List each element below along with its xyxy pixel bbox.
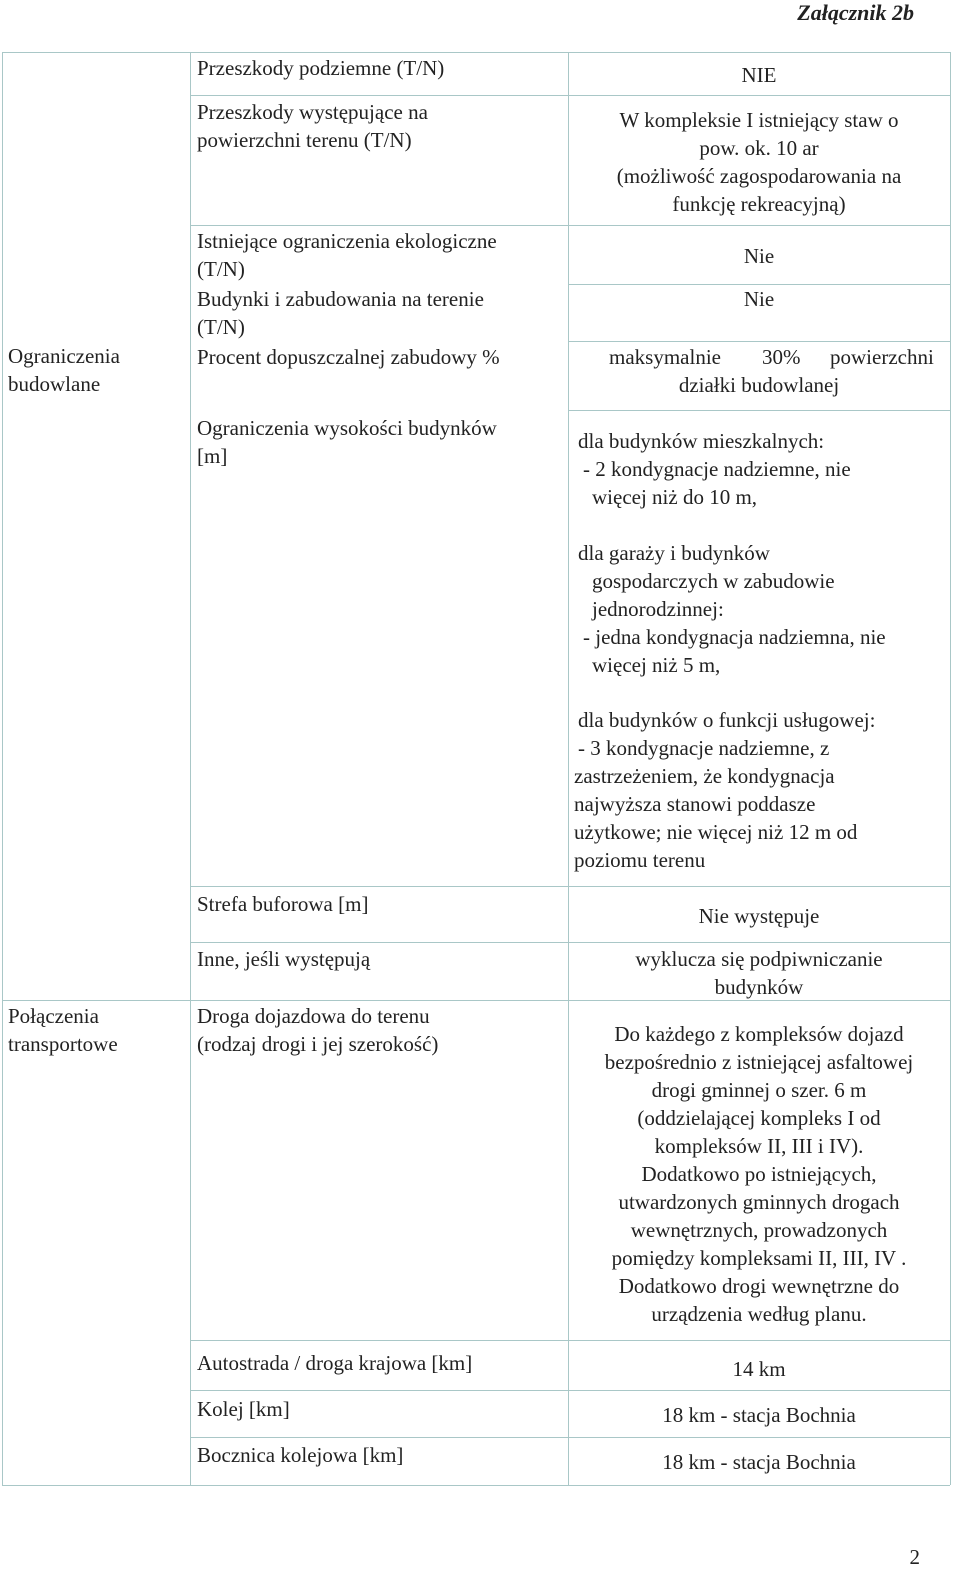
label-buffer-zone: Strefa buforowa [m]: [197, 892, 369, 916]
value-buffer-zone: Nie występuje: [698, 904, 820, 928]
value-siding: 18 km - stacja Bochnia: [662, 1450, 856, 1474]
value-building-coverage-line2: działki budowlanej: [678, 373, 840, 397]
value-motorway: 14 km: [732, 1357, 786, 1381]
label-surface-obstacles: Przeszkody występujące na powierzchni terenu (T/N): [197, 100, 428, 152]
section-building-constraints: Ograniczenia budowlane: [8, 344, 120, 396]
value-other: wyklucza się podpiwniczanie budynków: [635, 947, 883, 999]
value-underground-obstacles: NIE: [741, 63, 777, 87]
value-height-residential: dla budynków mieszkalnych: - 2 kondygnacje nadziemne, nie więcej niż do 10 m,: [578, 429, 851, 509]
value-building-coverage-c: powierzchni: [830, 345, 934, 369]
value-building-coverage-a: maksymalnie: [609, 345, 721, 369]
section-transport: Połączenia transportowe: [8, 1004, 118, 1056]
label-building-coverage: Procent dopuszczalnej zabudowy %: [197, 345, 500, 369]
label-access-road: Droga dojazdowa do terenu (rodzaj drogi i jej szerokość): [197, 1004, 439, 1056]
label-siding: Bocznica kolejowa [km]: [197, 1443, 404, 1467]
value-ecological-constraints: Nie: [743, 244, 775, 268]
label-height-limits: Ograniczenia wysokości budynków [m]: [197, 416, 497, 468]
attachment-label: Załącznik 2b: [797, 0, 914, 25]
label-buildings-on-site: Budynki i zabudowania na terenie (T/N): [197, 287, 484, 339]
value-height-garages: dla garaży i budynków gospodarczych w zabudowie jednorodzinnej: - jedna kondygnacja nadziemna, nie więcej niż 5 m,: [578, 541, 886, 677]
value-access-road: Do każdego z kompleksów dojazd bezpośrednio z istniejącej asfaltowej drogi gminnej o szer. 6 m (oddzielającej kompleks I od kompleksów II, III i IV). Dodatkowo po istniejących, utwardzonych gminnych drogach wewnętrznych, prowadzonych pomiędzy kompleksami II, III, IV . Dodatkowo drogi wewnętrzne do urządzenia według planu.: [604, 1022, 914, 1326]
label-other: Inne, jeśli występują: [197, 947, 371, 971]
value-surface-obstacles: W kompleksie I istniejący staw o pow. ok. 10 ar (możliwość zagospodarowania na funkcję rekreacyjną): [616, 108, 902, 216]
label-ecological-constraints: Istniejące ograniczenia ekologiczne (T/N): [197, 229, 497, 281]
value-railway: 18 km - stacja Bochnia: [662, 1403, 856, 1427]
label-motorway: Autostrada / droga krajowa [km]: [197, 1351, 473, 1375]
label-underground-obstacles: Przeszkody podziemne (T/N): [197, 56, 445, 80]
value-building-coverage-b: 30%: [762, 345, 801, 369]
value-height-services: dla budynków o funkcji usługowej: - 3 kondygnacje nadziemne, z zastrzeżeniem, że kondygnacja najwyższa stanowi poddasze użytkowe; nie więcej niż 12 m od poziomu terenu: [574, 708, 876, 872]
value-buildings-on-site: Nie: [743, 287, 775, 311]
label-railway: Kolej [km]: [197, 1397, 290, 1421]
page-number: 2: [909, 1545, 920, 1569]
